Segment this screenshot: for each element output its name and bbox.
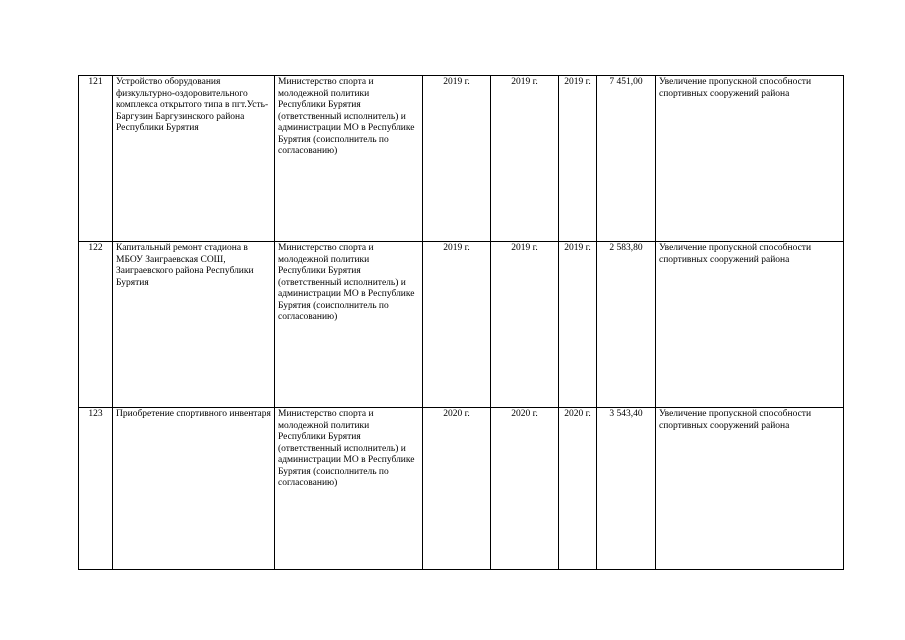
row-number: 121 bbox=[79, 76, 113, 242]
expected-result: Увеличение пропускной способности спортивных сооружений района bbox=[656, 242, 844, 408]
start-date: 2019 г. bbox=[423, 242, 491, 408]
table-row bbox=[79, 76, 844, 242]
executor: Министерство спорта и молодежной политики Республики Бурятия (ответственный исполнитель) и администрации МО в Республике Бурятия (соисполнитель по согласованию) bbox=[275, 76, 423, 242]
expected-result: Увеличение пропускной способности спортивных сооружений района bbox=[656, 76, 844, 242]
row-number: 123 bbox=[79, 408, 113, 570]
event-name: Приобретение спортивного инвентаря bbox=[113, 408, 275, 570]
expected-result: Увеличение пропускной способности спортивных сооружений района bbox=[656, 408, 844, 570]
start-date: 2019 г. bbox=[423, 76, 491, 242]
end-date: 2019 г. bbox=[491, 76, 559, 242]
amount: 2 583,80 bbox=[597, 242, 656, 408]
table-row bbox=[79, 408, 844, 570]
row-number: 122 bbox=[79, 242, 113, 408]
financing-year: 2019 г. bbox=[559, 242, 597, 408]
end-date: 2020 г. bbox=[491, 408, 559, 570]
event-name: Капитальный ремонт стадиона в МБОУ Заиграевская СОШ, Заиграевского района Республики Бурятия bbox=[113, 242, 275, 408]
event-name: Устройство оборудования физкультурно-оздоровительного комплекса открытого типа в пгт.Усть-Баргузин Баргузинского района Республики Бурятия bbox=[113, 76, 275, 242]
executor: Министерство спорта и молодежной политики Республики Бурятия (ответственный исполнитель) и администрации МО в Республике Бурятия (соисполнитель по согласованию) bbox=[275, 242, 423, 408]
end-date: 2019 г. bbox=[491, 242, 559, 408]
start-date: 2020 г. bbox=[423, 408, 491, 570]
executor: Министерство спорта и молодежной политики Республики Бурятия (ответственный исполнитель) и администрации МО в Республике Бурятия (соисполнитель по согласованию) bbox=[275, 408, 423, 570]
program-table bbox=[78, 75, 844, 570]
amount: 7 451,00 bbox=[597, 76, 656, 242]
table-row bbox=[79, 242, 844, 408]
financing-year: 2020 г. bbox=[559, 408, 597, 570]
financing-year: 2019 г. bbox=[559, 76, 597, 242]
amount: 3 543,40 bbox=[597, 408, 656, 570]
